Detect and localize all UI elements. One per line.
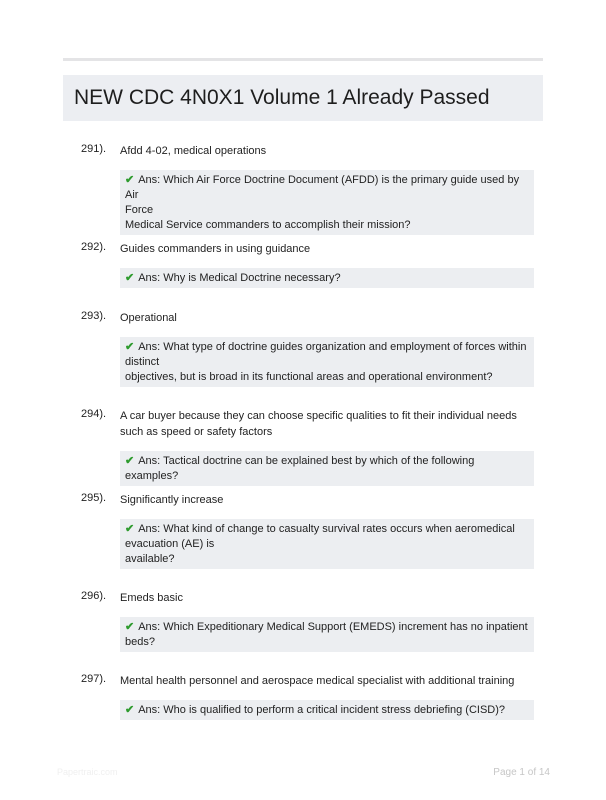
check-icon: ✔ (125, 704, 135, 716)
question-number: 292). (81, 241, 107, 253)
title-banner (63, 75, 543, 121)
answer-line: Ans: Which Air Force Doctrine Document (AFDD) is the primary guide used by Air (125, 174, 520, 201)
question-text: Significantly increase (120, 494, 224, 506)
question-text: Mental health personnel and aerospace medical specialist with additional training (120, 675, 515, 687)
answer-line: beds? (125, 636, 155, 648)
answer-box (120, 170, 534, 235)
answer-line: Ans: Which Expeditionary Medical Support (EMEDS) increment has no inpatient (138, 621, 528, 633)
answer-box (120, 268, 534, 288)
question-number: 293). (81, 310, 107, 322)
answer-line: evacuation (AE) is (125, 538, 215, 550)
answer-box (120, 700, 534, 720)
answer-box (120, 337, 534, 387)
question-number: 291). (81, 143, 107, 155)
question-text: Operational (120, 312, 177, 324)
answer-line: objectives, but is broad in its functional areas and operational environment? (125, 371, 493, 383)
page-number: Page 1 of 14 (493, 767, 550, 778)
answer-box (120, 451, 534, 486)
question-text: Emeds basic (120, 592, 183, 604)
question-number: 297). (81, 673, 107, 685)
answer-line: distinct (125, 356, 160, 368)
check-icon: ✔ (125, 272, 135, 284)
answer-line: Ans: What kind of change to casualty survival rates occurs when aeromedical (138, 523, 515, 535)
answer-box (120, 519, 534, 569)
check-icon: ✔ (125, 621, 135, 633)
check-icon: ✔ (125, 523, 135, 535)
answer-line: Ans: Why is Medical Doctrine necessary? (138, 272, 341, 284)
footer-watermark: Papertraic.com (57, 767, 118, 777)
page-title: NEW CDC 4N0X1 Volume 1 Already Passed (74, 86, 490, 109)
top-divider (63, 58, 543, 61)
check-icon: ✔ (125, 174, 135, 186)
question-text: Afdd 4-02, medical operations (120, 145, 267, 157)
question-number: 296). (81, 590, 107, 602)
answer-line: Ans: Who is qualified to perform a critical incident stress debriefing (CISD)? (138, 704, 506, 716)
check-icon: ✔ (125, 455, 135, 467)
answer-line: available? (125, 553, 175, 565)
answer-line: Force (125, 204, 154, 216)
answer-line: Ans: What type of doctrine guides organization and employment of forces within (138, 341, 527, 353)
answer-box (120, 617, 534, 652)
answer-line: Medical Service commanders to accomplish their mission? (125, 219, 411, 231)
answer-line: Ans: Tactical doctrine can be explained best by which of the following examples? (125, 455, 475, 482)
check-icon: ✔ (125, 341, 135, 353)
question-number: 294). (81, 408, 107, 420)
question-number: 295). (81, 492, 107, 504)
question-text: A car buyer because they can choose specific qualities to fit their individual needs such as speed or safety factors (120, 410, 517, 438)
question-text: Guides commanders in using guidance (120, 243, 311, 255)
